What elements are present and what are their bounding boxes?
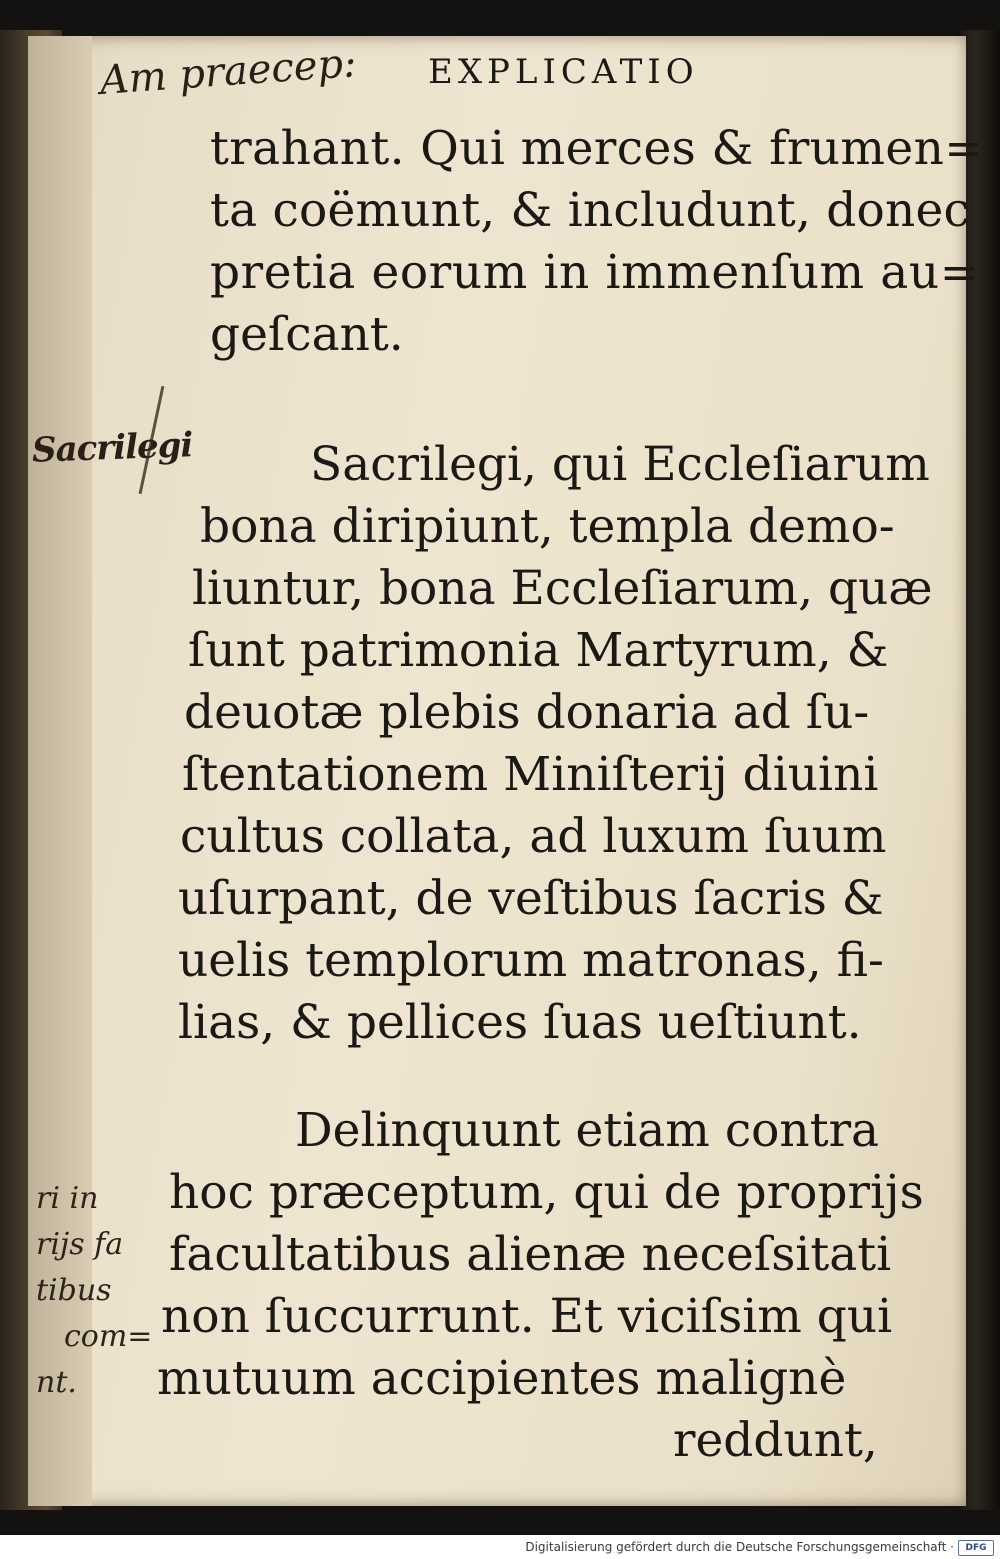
paragraph-3 xyxy=(155,1100,924,1472)
text-line: uſurpant, de veſtibus ſacris & xyxy=(178,871,884,926)
margin-note-line: com= xyxy=(64,1319,153,1354)
text-line: ta coëmunt, & includunt, donec xyxy=(210,183,971,238)
text-line: bona diripiunt, templa demo- xyxy=(200,499,895,554)
text-line: ſtentationem Miniſterij diuini xyxy=(182,747,879,802)
text-line: ſunt patrimonia Martyrum, & xyxy=(188,623,889,678)
running-header: EXPLICATIO xyxy=(428,52,699,92)
handwritten-top-note: Am praecep: xyxy=(98,40,358,104)
text-line: uelis templorum matronas, fi- xyxy=(178,933,884,988)
text-line: non ſuccurrunt. Et viciſsim qui xyxy=(161,1289,893,1344)
margin-note-line: rijs fa xyxy=(36,1227,124,1262)
handwritten-side-note: Sacrilegi xyxy=(31,425,194,471)
text-line: mutuum accipientes malignè xyxy=(157,1351,847,1406)
margin-note-line: ri in xyxy=(36,1181,99,1216)
text-line: deuotæ plebis donaria ad ſu- xyxy=(184,685,870,740)
text-line: cultus collata, ad luxum ſuum xyxy=(180,809,887,864)
text-line: trahant. Qui merces & frumen= xyxy=(210,121,985,176)
printed-margin-note xyxy=(36,1176,152,1406)
text-line: liuntur, bona Eccleſiarum, quæ xyxy=(192,561,933,616)
margin-note-line: tibus xyxy=(36,1273,112,1308)
digitization-footer xyxy=(0,1535,1000,1559)
paragraph-1 xyxy=(210,118,984,366)
dfg-logo-icon: DFG xyxy=(958,1540,994,1556)
text-line: lias, & pellices ſuas ueſtiunt. xyxy=(178,995,862,1050)
text-line: geſcant. xyxy=(210,307,404,362)
paragraph-2 xyxy=(178,434,933,1054)
text-line: hoc præceptum, qui de proprijs xyxy=(169,1165,924,1220)
text-line: pretia eorum in immenſum au= xyxy=(210,245,980,300)
text-line: Delinquunt etiam contra xyxy=(295,1103,880,1158)
text-line: Sacrilegi, qui Eccleſiarum xyxy=(310,437,930,492)
margin-note-line: nt. xyxy=(36,1365,77,1400)
funding-credit: Digitalisierung gefördert durch die Deutsche Forschungsgemeinschaft · xyxy=(525,1540,954,1554)
text-line: facultatibus alienæ neceſsitati xyxy=(169,1227,892,1282)
catchword: reddunt, xyxy=(673,1413,878,1468)
